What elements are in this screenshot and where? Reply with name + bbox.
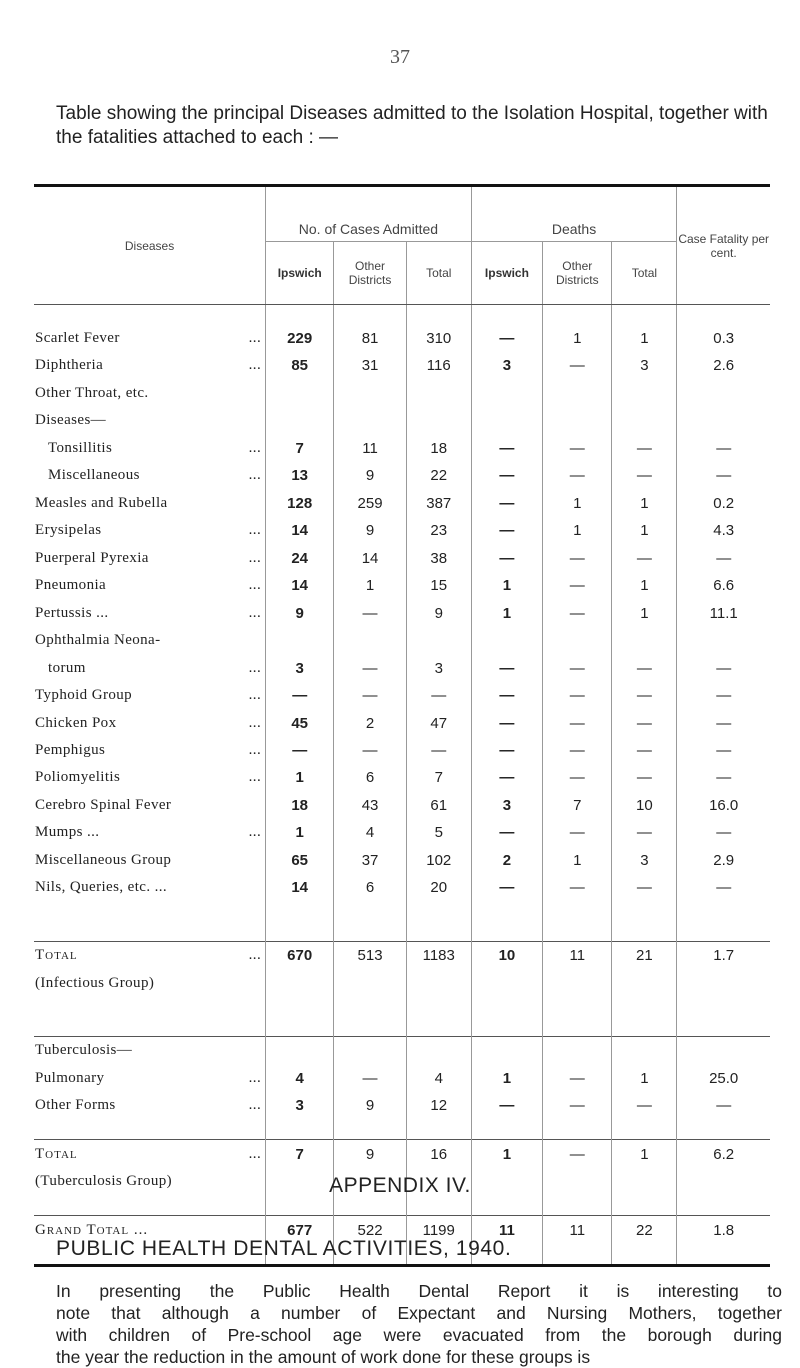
- total-tuberculosis-row: [34, 1140, 770, 1168]
- header-ipswich-deaths: Ipswich: [471, 242, 542, 305]
- cell-ipswich-cases: 1: [266, 764, 334, 791]
- cell-fatality: 1.8: [677, 1216, 770, 1244]
- cell-total-deaths: 10: [612, 792, 677, 819]
- cell-ipswich-cases: 85: [266, 352, 334, 379]
- cell-other-deaths: —: [543, 764, 612, 791]
- cell-ipswich-cases: 13: [266, 462, 334, 489]
- cell-total-deaths: 1: [612, 572, 677, 599]
- cell-other-cases: 6: [334, 874, 407, 901]
- row-label: Total: [35, 1145, 78, 1162]
- cell-other-deaths: 1: [543, 517, 612, 544]
- cell-other-deaths: —: [543, 819, 612, 846]
- cell-other-deaths: 1: [543, 490, 612, 517]
- cell-ipswich-cases: 3: [266, 654, 334, 681]
- cell-total-deaths: [612, 627, 677, 654]
- cell-ipswich-cases: 65: [266, 847, 334, 874]
- table-row: [34, 682, 770, 709]
- row-label: Pulmonary: [35, 1070, 105, 1086]
- cell-ipswich-deaths: 3: [471, 792, 542, 819]
- row-leader-dots: ...: [248, 741, 262, 758]
- cell-ipswich-deaths: —: [471, 819, 542, 846]
- cell-other-cases: 37: [334, 847, 407, 874]
- cell-other-deaths: —: [543, 599, 612, 626]
- cell-other-cases: 4: [334, 819, 407, 846]
- cell-other-cases: —: [334, 654, 407, 681]
- cell-total-deaths: —: [612, 874, 677, 901]
- cell-ipswich-deaths: —: [471, 517, 542, 544]
- row-label: Other Forms: [35, 1097, 116, 1114]
- cell-other-deaths: —: [543, 874, 612, 901]
- body-line: note that although a number of Expectant and Nursing Mothers, together: [56, 1303, 782, 1323]
- cell-ipswich-cases: 229: [266, 325, 334, 352]
- disease-rows: [34, 305, 770, 1265]
- cell-other-cases: 11: [334, 435, 407, 462]
- cell-fatality: 2.9: [713, 851, 735, 869]
- cell-fatality: —: [716, 659, 732, 677]
- cell-total-deaths: 3: [612, 847, 677, 874]
- cell-ipswich-deaths: [471, 627, 542, 654]
- cell-total-cases: 387: [406, 490, 471, 517]
- cell-other-cases: —: [334, 599, 407, 626]
- cell-total-cases: 1183: [406, 941, 471, 969]
- table-row: [34, 544, 770, 571]
- cell-other-deaths: —: [543, 462, 612, 489]
- header-other-districts-cases: Other Districts: [334, 242, 407, 305]
- cell-ipswich-cases: 3: [266, 1092, 334, 1119]
- cell-ipswich-cases: [266, 407, 334, 434]
- cell-fatality: 16.0: [709, 796, 739, 814]
- table-row: [34, 435, 770, 462]
- cell-ipswich-cases: 18: [266, 792, 334, 819]
- total-infectious-row: [34, 941, 770, 969]
- cell-other-cases: 522: [334, 1216, 407, 1244]
- table-row: [34, 599, 770, 626]
- cell-total-deaths: —: [612, 709, 677, 736]
- cell-ipswich-deaths: —: [471, 874, 542, 901]
- cell-other-cases: 1: [334, 572, 407, 599]
- table-row: [34, 737, 770, 764]
- row-label: Erysipelas: [35, 522, 102, 539]
- section-title: PUBLIC HEALTH DENTAL ACTIVITIES, 1940.: [56, 1237, 512, 1260]
- cell-total-deaths: 21: [612, 941, 677, 969]
- row-label: Chicken Pox: [35, 714, 117, 731]
- cell-total-cases: 38: [406, 544, 471, 571]
- cell-other-cases: 259: [334, 490, 407, 517]
- cell-other-deaths: —: [543, 1092, 612, 1119]
- cell-total-cases: 102: [406, 847, 471, 874]
- cell-other-deaths: —: [543, 709, 612, 736]
- cell-ipswich-deaths: —: [471, 682, 542, 709]
- cell-fatality: —: [716, 714, 732, 732]
- cell-ipswich-cases: 677: [266, 1216, 334, 1244]
- cell-total-deaths: 1: [612, 517, 677, 544]
- cell-total-deaths: 1: [612, 599, 677, 626]
- cell-ipswich-cases: —: [266, 737, 334, 764]
- row-leader-dots: ...: [248, 1070, 262, 1086]
- cell-ipswich-cases: 670: [266, 941, 334, 969]
- cell-other-cases: 2: [334, 709, 407, 736]
- cell-fatality: 25.0: [709, 1070, 739, 1087]
- row-label: Nils, Queries, etc. ...: [35, 879, 168, 896]
- cell-other-cases: —: [334, 682, 407, 709]
- cell-ipswich-deaths: 11: [471, 1216, 542, 1244]
- cell-total-cases: 12: [406, 1092, 471, 1119]
- row-leader-dots: ...: [248, 714, 262, 731]
- header-total-deaths: Total: [612, 242, 677, 305]
- row-leader-dots: ...: [248, 687, 262, 704]
- row-leader-dots: ...: [248, 824, 262, 841]
- cell-fatality: 0.3: [713, 329, 735, 347]
- cell-fatality: [677, 627, 770, 654]
- cell-total-deaths: —: [612, 764, 677, 791]
- cell-other-deaths: —: [543, 435, 612, 462]
- cell-total-deaths: —: [612, 544, 677, 571]
- table-row: [34, 325, 770, 352]
- row-leader-dots: ...: [248, 577, 262, 594]
- cell-total-deaths: [612, 407, 677, 434]
- cell-ipswich-deaths: —: [471, 764, 542, 791]
- row-label: Cerebro Spinal Fever: [35, 796, 172, 813]
- cell-total-deaths: 1: [612, 1140, 677, 1168]
- cell-total-deaths: 1: [612, 1065, 677, 1092]
- cell-total-deaths: 1: [612, 325, 677, 352]
- cell-total-deaths: —: [612, 654, 677, 681]
- cell-ipswich-deaths: —: [471, 325, 542, 352]
- tuberculosis-heading: Tuberculosis—: [35, 1042, 133, 1059]
- cell-ipswich-cases: 4: [266, 1065, 334, 1092]
- row-sublabel: (Tuberculosis Group): [35, 1173, 173, 1190]
- cell-total-cases: 20: [406, 874, 471, 901]
- cell-total-cases: 22: [406, 462, 471, 489]
- diseases-table: [34, 187, 770, 1264]
- cell-ipswich-cases: [266, 627, 334, 654]
- row-leader-dots: ...: [248, 467, 262, 484]
- cell-other-cases: 43: [334, 792, 407, 819]
- page-number: 37: [390, 46, 410, 68]
- cell-ipswich-deaths: [471, 380, 542, 407]
- cell-ipswich-cases: [266, 380, 334, 407]
- table-row: [34, 654, 770, 681]
- table-row: [34, 352, 770, 379]
- row-leader-dots: ...: [248, 439, 262, 456]
- cell-fatality: 4.3: [713, 522, 735, 540]
- cell-ipswich-cases: 14: [266, 874, 334, 901]
- row-leader-dots: ...: [248, 1145, 262, 1162]
- row-label: Miscellaneous: [48, 467, 140, 484]
- cell-total-cases: [406, 407, 471, 434]
- header-cases-admitted: No. of Cases Admitted: [266, 187, 472, 242]
- cell-ipswich-deaths: —: [471, 709, 542, 736]
- cell-ipswich-cases: 7: [266, 435, 334, 462]
- row-label: Mumps ...: [35, 824, 100, 841]
- cell-other-deaths: —: [543, 654, 612, 681]
- row-leader-dots: ...: [248, 329, 262, 346]
- cell-total-cases: 1199: [406, 1216, 471, 1244]
- table-caption: Table showing the principal Diseases admitted to the Isolation Hospital, together with the fatalities attached to each : —: [56, 103, 768, 148]
- cell-other-deaths: —: [543, 1065, 612, 1092]
- row-leader-dots: ...: [248, 549, 262, 566]
- cell-ipswich-cases: —: [266, 682, 334, 709]
- row-label: Pneumonia: [35, 577, 107, 594]
- row-label: Pertussis ...: [35, 604, 109, 621]
- cell-total-cases: 7: [406, 764, 471, 791]
- cell-total-cases: [406, 380, 471, 407]
- cell-total-cases: 3: [406, 654, 471, 681]
- cell-other-cases: 9: [334, 462, 407, 489]
- cell-fatality: —: [716, 439, 732, 457]
- cell-total-cases: [406, 627, 471, 654]
- header-deaths: Deaths: [471, 187, 677, 242]
- cell-ipswich-deaths: 1: [471, 599, 542, 626]
- cell-fatality: 6.2: [677, 1140, 770, 1168]
- cell-fatality: —: [716, 879, 732, 897]
- cell-total-deaths: —: [612, 737, 677, 764]
- cell-ipswich-deaths: 2: [471, 847, 542, 874]
- cell-total-deaths: —: [612, 435, 677, 462]
- body-line: In presenting the Public Health Dental Report it is interesting to: [56, 1281, 782, 1301]
- cell-total-deaths: —: [612, 462, 677, 489]
- cell-ipswich-cases: 24: [266, 544, 334, 571]
- table-row: [34, 380, 770, 407]
- cell-total-cases: 4: [406, 1065, 471, 1092]
- cell-total-cases: 5: [406, 819, 471, 846]
- row-label: Diphtheria: [35, 357, 104, 374]
- cell-fatality: —: [716, 824, 732, 842]
- cell-fatality: —: [716, 1097, 732, 1115]
- cell-ipswich-deaths: 3: [471, 352, 542, 379]
- cell-other-deaths: —: [543, 737, 612, 764]
- row-label: Puerperal Pyrexia: [35, 549, 149, 566]
- appendix-title: APPENDIX IV.: [329, 1174, 471, 1197]
- cell-fatality: 6.6: [713, 577, 735, 595]
- cell-other-cases: [334, 407, 407, 434]
- cell-total-deaths: 3: [612, 352, 677, 379]
- row-leader-dots: ...: [248, 357, 262, 374]
- cell-other-deaths: —: [543, 572, 612, 599]
- cell-fatality: 2.6: [713, 357, 735, 375]
- cell-total-cases: 310: [406, 325, 471, 352]
- cell-other-cases: —: [334, 737, 407, 764]
- cell-total-cases: 116: [406, 352, 471, 379]
- table-row: [34, 407, 770, 434]
- cell-total-cases: 47: [406, 709, 471, 736]
- row-leader-dots: ...: [248, 522, 262, 539]
- cell-total-cases: 16: [406, 1140, 471, 1168]
- cell-other-deaths: 11: [543, 941, 612, 969]
- cell-total-cases: 23: [406, 517, 471, 544]
- row-label: Tonsillitis: [48, 439, 113, 456]
- table-row: [34, 462, 770, 489]
- table-row: [34, 517, 770, 544]
- cell-other-deaths: [543, 627, 612, 654]
- cell-fatality: 0.2: [713, 494, 735, 512]
- table-row: [34, 1065, 770, 1092]
- row-leader-dots: ...: [248, 659, 262, 676]
- row-label: Grand Total ...: [35, 1221, 149, 1238]
- cell-other-deaths: [543, 380, 612, 407]
- table-row: [34, 874, 770, 901]
- cell-ipswich-deaths: 1: [471, 572, 542, 599]
- cell-other-cases: —: [334, 1065, 407, 1092]
- cell-other-cases: 9: [334, 1092, 407, 1119]
- table-row: [34, 792, 770, 819]
- row-leader-dots: ...: [248, 947, 262, 964]
- row-label: Miscellaneous Group: [35, 851, 172, 868]
- header-other-districts-deaths: Other Districts: [543, 242, 612, 305]
- cell-other-cases: 14: [334, 544, 407, 571]
- cell-other-deaths: —: [543, 352, 612, 379]
- cell-fatality: [677, 380, 770, 407]
- cell-other-deaths: —: [543, 544, 612, 571]
- row-label: torum: [48, 659, 86, 676]
- cell-other-deaths: 7: [543, 792, 612, 819]
- cell-fatality: 11.1: [709, 604, 738, 622]
- cell-total-cases: —: [406, 737, 471, 764]
- cell-fatality: [677, 407, 770, 434]
- row-label: Total: [35, 947, 78, 964]
- cell-ipswich-deaths: 1: [471, 1065, 542, 1092]
- header-total-cases: Total: [406, 242, 471, 305]
- cell-other-cases: [334, 380, 407, 407]
- cell-other-cases: 513: [334, 941, 407, 969]
- cell-total-deaths: [612, 380, 677, 407]
- cell-total-cases: 15: [406, 572, 471, 599]
- cell-ipswich-deaths: —: [471, 490, 542, 517]
- row-label: Diseases—: [35, 412, 107, 429]
- diseases-table-frame: [34, 184, 770, 1267]
- cell-ipswich-deaths: —: [471, 654, 542, 681]
- cell-other-deaths: 1: [543, 325, 612, 352]
- body-line: the year the reduction in the amount of work done for these groups is: [56, 1347, 591, 1367]
- cell-ipswich-cases: 1: [266, 819, 334, 846]
- cell-ipswich-cases: 14: [266, 517, 334, 544]
- cell-ipswich-deaths: —: [471, 462, 542, 489]
- body-paragraph: [56, 1280, 782, 1368]
- cell-ipswich-cases: 45: [266, 709, 334, 736]
- row-sublabel: (Infectious Group): [35, 974, 155, 991]
- cell-ipswich-cases: 9: [266, 599, 334, 626]
- cell-fatality: —: [716, 741, 732, 759]
- body-line: with children of Pre-school age were evacuated from the borough during: [56, 1325, 782, 1345]
- header-diseases: Diseases: [34, 187, 266, 305]
- row-label: Other Throat, etc.: [35, 384, 149, 401]
- cell-total-deaths: —: [612, 819, 677, 846]
- cell-ipswich-cases: 128: [266, 490, 334, 517]
- row-label: Poliomyelitis: [35, 769, 121, 786]
- cell-other-cases: [334, 627, 407, 654]
- cell-ipswich-deaths: —: [471, 435, 542, 462]
- cell-other-cases: 9: [334, 1140, 407, 1168]
- row-label: Typhoid Group: [35, 687, 133, 704]
- cell-ipswich-deaths: 1: [471, 1140, 542, 1168]
- row-leader-dots: ...: [248, 604, 262, 621]
- cell-other-deaths: —: [543, 682, 612, 709]
- row-leader-dots: ...: [248, 769, 262, 786]
- table-row: [34, 490, 770, 517]
- cell-other-deaths: 11: [543, 1216, 612, 1244]
- cell-fatality: 1.7: [677, 941, 770, 969]
- header-ipswich-cases: Ipswich: [266, 242, 334, 305]
- table-row: [34, 847, 770, 874]
- cell-other-deaths: —: [543, 1140, 612, 1168]
- cell-fatality: —: [716, 549, 732, 567]
- row-label: Ophthalmia Neona-: [35, 632, 161, 649]
- table-row: [34, 627, 770, 654]
- cell-fatality: —: [716, 769, 732, 787]
- cell-total-deaths: 22: [612, 1216, 677, 1244]
- table-row: [34, 709, 770, 736]
- cell-other-cases: 9: [334, 517, 407, 544]
- cell-total-cases: 61: [406, 792, 471, 819]
- header-case-fatality: Case Fatality per cent.: [677, 187, 770, 305]
- cell-ipswich-deaths: [471, 407, 542, 434]
- cell-ipswich-deaths: —: [471, 1092, 542, 1119]
- cell-ipswich-deaths: —: [471, 544, 542, 571]
- cell-other-deaths: [543, 407, 612, 434]
- table-row: [34, 819, 770, 846]
- table-row: [34, 1092, 770, 1119]
- table-row: [34, 572, 770, 599]
- cell-ipswich-deaths: 10: [471, 941, 542, 969]
- cell-total-cases: 18: [406, 435, 471, 462]
- row-leader-dots: ...: [248, 1097, 262, 1114]
- table-row: [34, 764, 770, 791]
- tuberculosis-heading-row: [34, 1036, 770, 1064]
- cell-total-deaths: 1: [612, 490, 677, 517]
- cell-total-deaths: —: [612, 682, 677, 709]
- cell-ipswich-cases: 14: [266, 572, 334, 599]
- cell-fatality: —: [716, 687, 732, 705]
- cell-ipswich-deaths: —: [471, 737, 542, 764]
- cell-fatality: —: [716, 467, 732, 485]
- cell-total-deaths: —: [612, 1092, 677, 1119]
- cell-total-cases: 9: [406, 599, 471, 626]
- cell-other-cases: 31: [334, 352, 407, 379]
- row-label: Scarlet Fever: [35, 329, 120, 346]
- cell-other-cases: 6: [334, 764, 407, 791]
- row-label: Pemphigus: [35, 741, 106, 758]
- cell-ipswich-cases: 7: [266, 1140, 334, 1168]
- row-label: Measles and Rubella: [35, 494, 168, 511]
- cell-other-cases: 81: [334, 325, 407, 352]
- cell-total-cases: —: [406, 682, 471, 709]
- cell-other-deaths: 1: [543, 847, 612, 874]
